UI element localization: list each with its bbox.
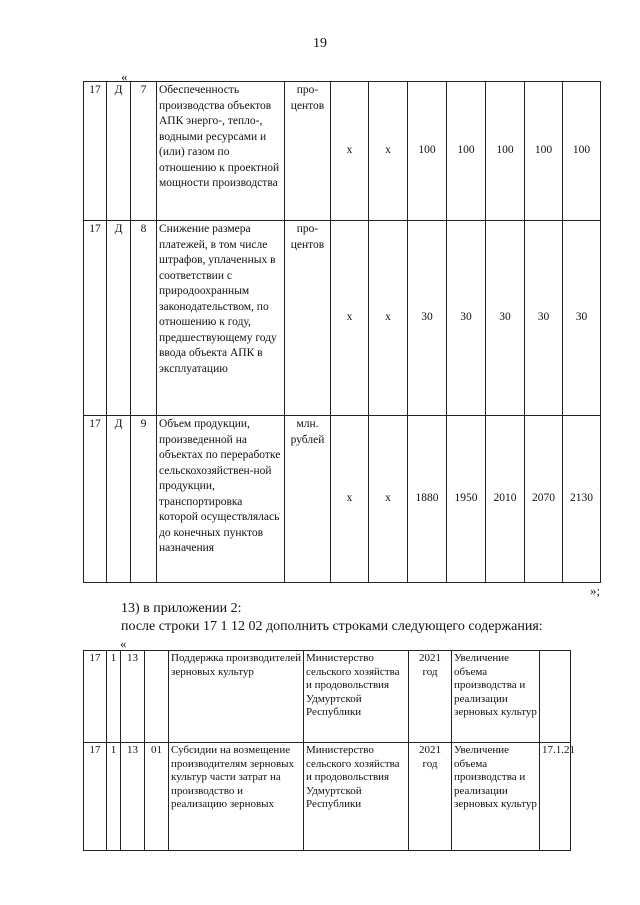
- code-cell: 17: [84, 221, 107, 416]
- value-cell: 100: [563, 82, 601, 221]
- unit-cell: млн. рублей: [285, 416, 331, 583]
- code-cell: [145, 651, 169, 743]
- code-cell: 9: [131, 416, 157, 583]
- indicators-table: [83, 81, 601, 583]
- activity-name: Субсидии на возмещение производителям зерновых культур части затрат на производство и реализацию зерновых: [169, 743, 304, 851]
- activities-table: [83, 650, 575, 851]
- value-cell: x: [331, 416, 369, 583]
- table-row: [84, 743, 571, 851]
- value-cell: x: [369, 221, 408, 416]
- unit-cell: про-центов: [285, 221, 331, 416]
- value-cell: x: [331, 221, 369, 416]
- activity-name: Поддержка производителей зерновых культур: [169, 651, 304, 743]
- result-cell: Увеличение объема производства и реализации зерновых культур: [452, 651, 540, 743]
- page-number: 19: [313, 36, 327, 51]
- code-cell: 17: [84, 416, 107, 583]
- code-cell: 7: [131, 82, 157, 221]
- value-cell: 100: [525, 82, 563, 221]
- code-cell: 17: [84, 651, 107, 743]
- code-cell: 13: [121, 743, 145, 851]
- code-cell: 8: [131, 221, 157, 416]
- year-cell: 2021 год: [409, 743, 452, 851]
- value-cell: x: [369, 82, 408, 221]
- value-cell: x: [369, 416, 408, 583]
- indicator-name: Объем продукции, произведенной на объектах по переработке сельскохозяйствен-ной продукции, транспортировка которой осуществлялась до конечных пунктов назначения: [157, 416, 285, 583]
- closing-quote: »;: [590, 583, 601, 598]
- code-cell: 17: [84, 82, 107, 221]
- indicator-name: Снижение размера платежей, в том числе штрафов, уплаченных в соответствии с природоохранным законодательством, по отношению к году, предшествующему году ввода объекта АПК в эксплуатацию: [157, 221, 285, 416]
- indicator-name: Обеспеченность производства объектов АПК энерго-, тепло-, водными ресурсами и (или) газом по отношению к проектной мощности производства: [157, 82, 285, 221]
- code-cell: 1: [107, 743, 121, 851]
- code-cell: 13: [121, 651, 145, 743]
- value-cell: 100: [447, 82, 486, 221]
- value-cell: 30: [447, 221, 486, 416]
- table-row: [84, 82, 601, 221]
- amendment-item-13: 13) в приложении 2:: [121, 601, 242, 616]
- table-row: [84, 416, 601, 583]
- table-row: [84, 221, 601, 416]
- value-cell: 1950: [447, 416, 486, 583]
- link-cell: 17.1.21: [540, 743, 571, 851]
- executor-cell: Министерство сельского хозяйства и продовольствия Удмуртской Республики: [304, 651, 409, 743]
- value-cell: 2010: [486, 416, 525, 583]
- opening-quote-2: «: [120, 636, 127, 651]
- opening-quote-1: «: [121, 69, 128, 84]
- code-cell: 1: [107, 651, 121, 743]
- code-cell: Д: [107, 416, 131, 583]
- value-cell: 30: [486, 221, 525, 416]
- value-cell: 100: [486, 82, 525, 221]
- executor-cell: Министерство сельского хозяйства и продовольствия Удмуртской Республики: [304, 743, 409, 851]
- code-cell: 17: [84, 743, 107, 851]
- link-cell: [540, 651, 571, 743]
- table-row: [84, 651, 571, 743]
- value-cell: 2130: [563, 416, 601, 583]
- result-cell: Увеличение объема производства и реализации зерновых культур: [452, 743, 540, 851]
- value-cell: 30: [563, 221, 601, 416]
- value-cell: x: [331, 82, 369, 221]
- code-cell: 01: [145, 743, 169, 851]
- value-cell: 30: [408, 221, 447, 416]
- unit-cell: про-центов: [285, 82, 331, 221]
- value-cell: 2070: [525, 416, 563, 583]
- amendment-instruction: после строки 17 1 12 02 дополнить строками следующего содержания:: [121, 619, 543, 634]
- code-cell: Д: [107, 221, 131, 416]
- value-cell: 30: [525, 221, 563, 416]
- value-cell: 1880: [408, 416, 447, 583]
- value-cell: 100: [408, 82, 447, 221]
- code-cell: Д: [107, 82, 131, 221]
- year-cell: 2021 год: [409, 651, 452, 743]
